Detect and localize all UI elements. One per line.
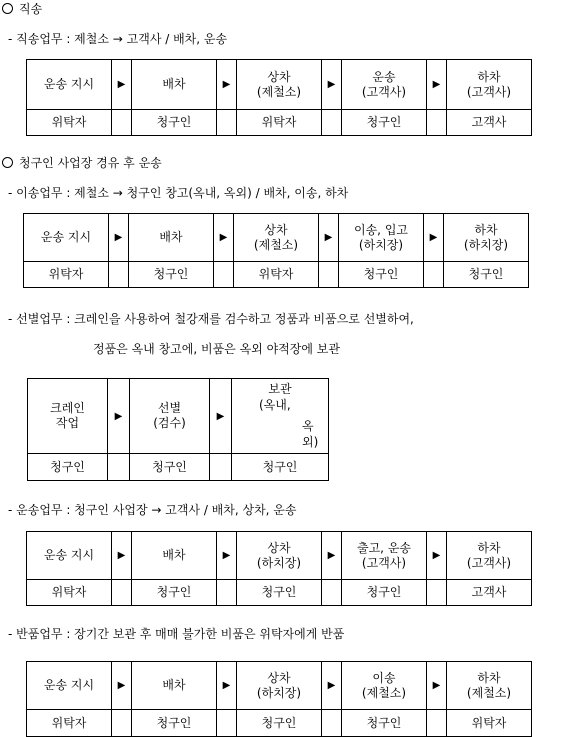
- flow-step: 상차 (하치장): [236, 531, 322, 580]
- actor-cell: 청구인: [131, 709, 217, 737]
- arrow-right-icon: ▶: [216, 59, 237, 110]
- delivery-description: - 운송업무 : 청구인 사업장 → 고객사 / 배차, 상차, 운송: [8, 503, 297, 517]
- flow-step: 운송 지시: [26, 59, 112, 110]
- actor-cell: 청구인: [231, 453, 329, 481]
- actor-cell: 고객사: [446, 109, 532, 136]
- actor-spacer: [321, 579, 342, 606]
- actor-cell: 청구인: [236, 579, 322, 606]
- actor-spacer: [216, 109, 237, 136]
- flow-step: 운송 (고객사): [341, 59, 427, 110]
- flow-step: 운송 지시: [23, 213, 109, 262]
- actor-spacer: [216, 709, 237, 737]
- actor-spacer: [423, 261, 444, 288]
- transfer-description: - 이송업무 : 제철소 → 청구인 창고(옥내, 옥외) / 배차, 이송, 하차: [8, 186, 349, 200]
- actor-cell: 청구인: [131, 109, 217, 136]
- actor-spacer: [426, 709, 447, 737]
- actor-cell: 위탁자: [26, 709, 112, 737]
- arrow-right-icon: ▶: [111, 59, 132, 110]
- arrow-right-icon: ▶: [321, 661, 342, 710]
- circle-bullet-icon: [2, 3, 13, 14]
- arrow-right-icon: ▶: [209, 378, 232, 454]
- arrow-right-icon: ▶: [423, 213, 444, 262]
- actor-spacer: [111, 579, 132, 606]
- flow-step-storage: 보관 (옥내, 옥 외): [231, 378, 329, 454]
- arrow-right-icon: ▶: [426, 59, 447, 110]
- actor-spacer: [213, 261, 234, 288]
- sorting-description-line2: 정품은 옥내 창고에, 비품은 옥외 야적장에 보관: [93, 342, 340, 356]
- flow-step: 배차: [131, 59, 217, 110]
- actor-cell: 위탁자: [23, 261, 109, 288]
- section-heading: 청구인 사업장 경유 후 운송: [2, 155, 162, 171]
- section-heading: 직송: [2, 1, 42, 17]
- actor-spacer: [321, 709, 342, 737]
- arrow-right-icon: ▶: [426, 661, 447, 710]
- direct-delivery-description: - 직송업무 : 제철소 → 고객사 / 배차, 운송: [8, 32, 228, 46]
- returns-description: - 반품업무 : 장기간 보관 후 매매 불가한 비품은 위탁자에게 반품: [8, 627, 345, 641]
- circle-bullet-icon: [2, 157, 13, 168]
- arrow-right-icon: ▶: [111, 531, 132, 580]
- actor-cell: 청구인: [443, 261, 529, 288]
- flow-step: 상차 (제철소): [236, 59, 322, 110]
- actor-spacer: [111, 109, 132, 136]
- actor-cell: 고객사: [446, 579, 532, 606]
- arrow-right-icon: ▶: [426, 531, 447, 580]
- actor-cell: 청구인: [341, 109, 427, 136]
- actor-cell: 청구인: [341, 579, 427, 606]
- actor-spacer: [107, 453, 130, 481]
- flow-step: 하차 (제철소): [446, 661, 532, 710]
- actor-spacer: [216, 579, 237, 606]
- flow-step: 하차 (하치장): [443, 213, 529, 262]
- flow-step: 이송, 입고 (하치장): [338, 213, 424, 262]
- flow-step: 운송 지시: [26, 531, 112, 580]
- arrow-right-icon: ▶: [321, 59, 342, 110]
- actor-spacer: [108, 261, 129, 288]
- flow-step: 상차 (하치장): [236, 661, 322, 710]
- actor-cell: 위탁자: [446, 709, 532, 737]
- actor-cell: 청구인: [341, 709, 427, 737]
- actor-spacer: [318, 261, 339, 288]
- flow-step-crane: 크레인 작업: [27, 378, 108, 454]
- flow-step-sorting: 선별 (검수): [129, 378, 210, 454]
- arrow-right-icon: ▶: [216, 661, 237, 710]
- flow-step: 하차 (고객사): [446, 59, 532, 110]
- actor-cell: 청구인: [236, 709, 322, 737]
- arrow-right-icon: ▶: [111, 661, 132, 710]
- flow-step: 배차: [131, 531, 217, 580]
- sorting-description: - 선별업무 : 크레인을 사용하여 철강재를 검수하고 정품과 비품으로 선별하여,: [8, 312, 414, 326]
- arrow-right-icon: ▶: [108, 213, 129, 262]
- actor-cell: 청구인: [131, 579, 217, 606]
- actor-spacer: [321, 109, 342, 136]
- arrow-right-icon: ▶: [318, 213, 339, 262]
- actor-spacer: [209, 453, 232, 481]
- actor-spacer: [426, 109, 447, 136]
- flow-step: 출고, 운송 (고객사): [341, 531, 427, 580]
- actor-cell: 위탁자: [236, 109, 322, 136]
- actor-cell: 위탁자: [26, 109, 112, 136]
- actor-spacer: [426, 579, 447, 606]
- flow-step: 배차: [131, 661, 217, 710]
- actor-cell: 청구인: [338, 261, 424, 288]
- flow-step: 이송 (제철소): [341, 661, 427, 710]
- actor-cell: 청구인: [129, 453, 210, 481]
- arrow-right-icon: ▶: [321, 531, 342, 580]
- flow-step: 배차: [128, 213, 214, 262]
- flow-step: 상차 (제철소): [233, 213, 319, 262]
- arrow-right-icon: ▶: [213, 213, 234, 262]
- arrow-right-icon: ▶: [216, 531, 237, 580]
- flow-step: 하차 (고객사): [446, 531, 532, 580]
- flow-step: 운송 지시: [26, 661, 112, 710]
- actor-spacer: [111, 709, 132, 737]
- actor-cell: 청구인: [27, 453, 108, 481]
- actor-cell: 청구인: [128, 261, 214, 288]
- actor-cell: 위탁자: [233, 261, 319, 288]
- actor-cell: 위탁자: [26, 579, 112, 606]
- arrow-right-icon: ▶: [107, 378, 130, 454]
